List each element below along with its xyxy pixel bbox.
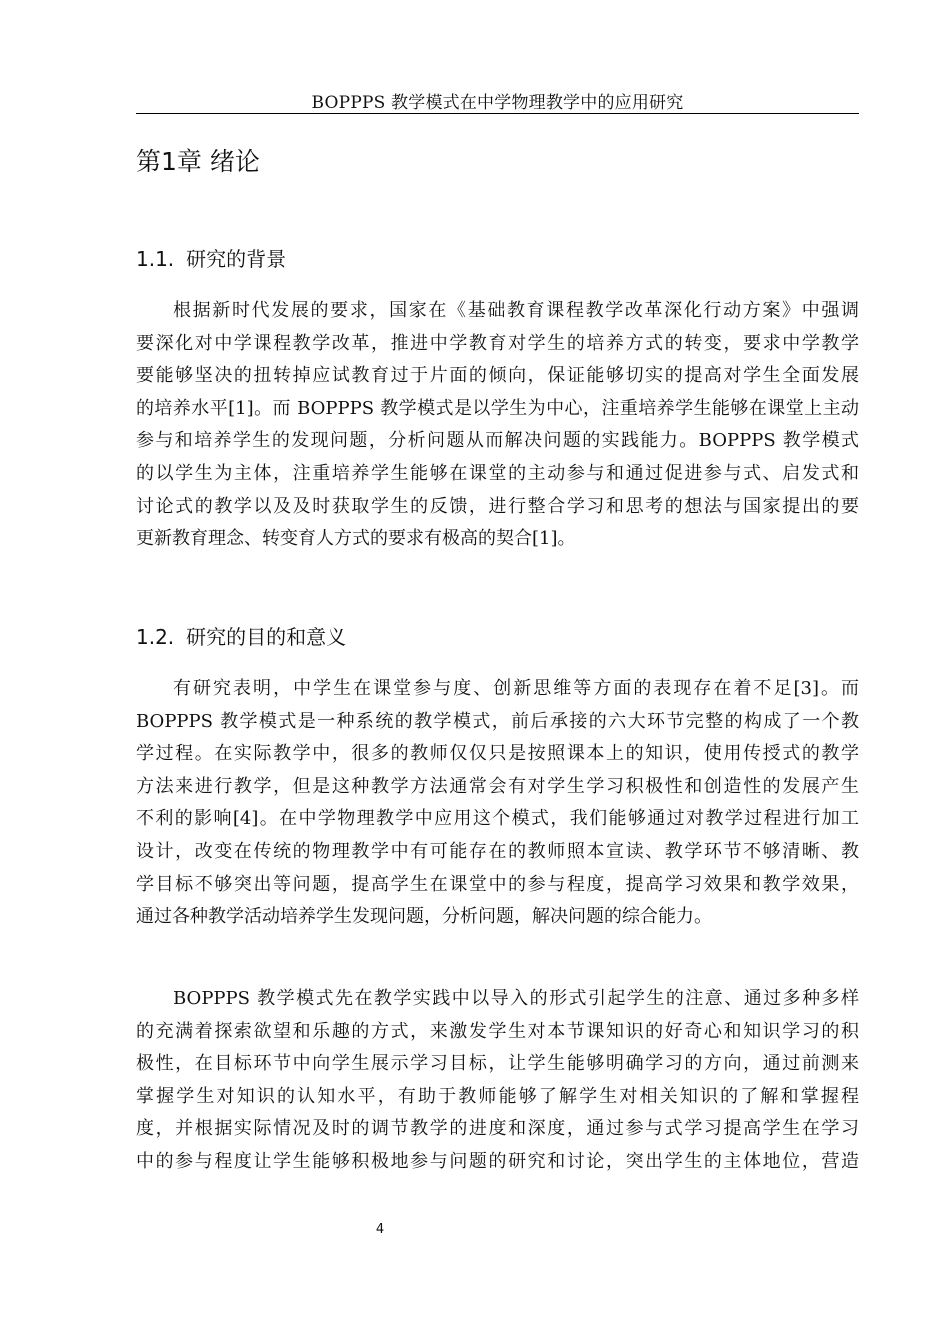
section-heading-background <box>136 244 286 274</box>
text-line: 根据新时代发展的要求，国家在《基础教育课程教学改革深化行动方案》中强调 <box>173 300 859 321</box>
text-line: 学过程。在实际教学中，很多的教师仅仅只是按照课本上的知识，使用传授式的教学 <box>136 743 859 765</box>
text-line: 讨论式的教学以及及时获取学生的反馈，进行整合学习和思考的想法与国家提出的要 <box>136 495 859 517</box>
text-line: 要能够坚决的扭转掉应试教育过于片面的倾向，保证能够切实的提高对学生全面发展 <box>136 365 859 387</box>
text-line: 更新教育理念、转变育人方式的要求有极高的契合[1]。 <box>136 528 576 550</box>
text-line: 要深化对中学课程教学改革，推进中学教育对学生的培养方式的转变，要求中学教学 <box>136 332 859 354</box>
section-number: 1.2. <box>136 625 175 649</box>
chapter-title: 第1章 绪论 <box>136 147 260 176</box>
text-line: 的培养水平[1]。而 BOPPPS 教学模式是以学生为中心，注重培养学生能够在课堂上主动 <box>136 397 859 419</box>
section-number: 1.1. <box>136 247 175 271</box>
paragraph-background <box>136 295 859 556</box>
text-line: 参与和培养学生的发现问题，分析问题从而解决问题的实践能力。BOPPPS 教学模式 <box>136 430 859 452</box>
text-line: 掌握学生对知识的认知水平，有助于教师能够了解学生对相关知识的了解和掌握程 <box>136 1085 859 1107</box>
text-line: 设计，改变在传统的物理教学中有可能存在的教师照本宣读、教学环节不够清晰、教 <box>136 840 859 862</box>
text-line: 中的参与程度让学生能够积极地参与问题的研究和讨论，突出学生的主体地位，营造 <box>136 1150 859 1172</box>
text-line: 方法来进行教学，但是这种教学方法通常会有对学生学习积极性和创造性的发展产生 <box>136 775 859 797</box>
section-title-text: 研究的背景 <box>186 247 287 271</box>
text-line: BOPPPS 教学模式先在教学实践中以导入的形式引起学生的注意、通过多种多样 <box>173 988 859 1009</box>
text-line: 不利的影响[4]。在中学物理教学中应用这个模式，我们能够通过对教学过程进行加工 <box>136 808 859 830</box>
header-rule <box>136 113 859 114</box>
paragraph-purpose <box>136 673 859 934</box>
running-header: BOPPPS 教学模式在中学物理教学中的应用研究 <box>311 93 684 113</box>
text-line: 的充满着探索欲望和乐趣的方式，来激发学生对本节课知识的好奇心和知识学习的积 <box>136 1020 859 1042</box>
section-heading-purpose <box>136 622 346 652</box>
page-number: 4 <box>375 1222 385 1237</box>
paragraph-boppps <box>136 983 859 1179</box>
section-title-text: 研究的目的和意义 <box>186 625 347 649</box>
text-line: 有研究表明，中学生在课堂参与度、创新思维等方面的表现存在着不足[3]。而 <box>173 678 859 699</box>
text-line: 学目标不够突出等问题，提高学生在课堂中的参与程度，提高学习效果和教学效果， <box>136 873 859 895</box>
text-line: BOPPPS 教学模式是一种系统的教学模式，前后承接的六大环节完整的构成了一个教 <box>136 710 859 732</box>
text-line: 度，并根据实际情况及时的调节教学的进度和深度，通过参与式学习提高学生在学习 <box>136 1118 859 1140</box>
text-line: 极性，在目标环节中向学生展示学习目标，让学生能够明确学习的方向，通过前测来 <box>136 1053 859 1075</box>
text-line: 通过各种教学活动培养学生发现问题，分析问题，解决问题的综合能力。 <box>136 906 712 928</box>
text-line: 的以学生为主体，注重培养学生能够在课堂的主动参与和通过促进参与式、启发式和 <box>136 462 859 484</box>
